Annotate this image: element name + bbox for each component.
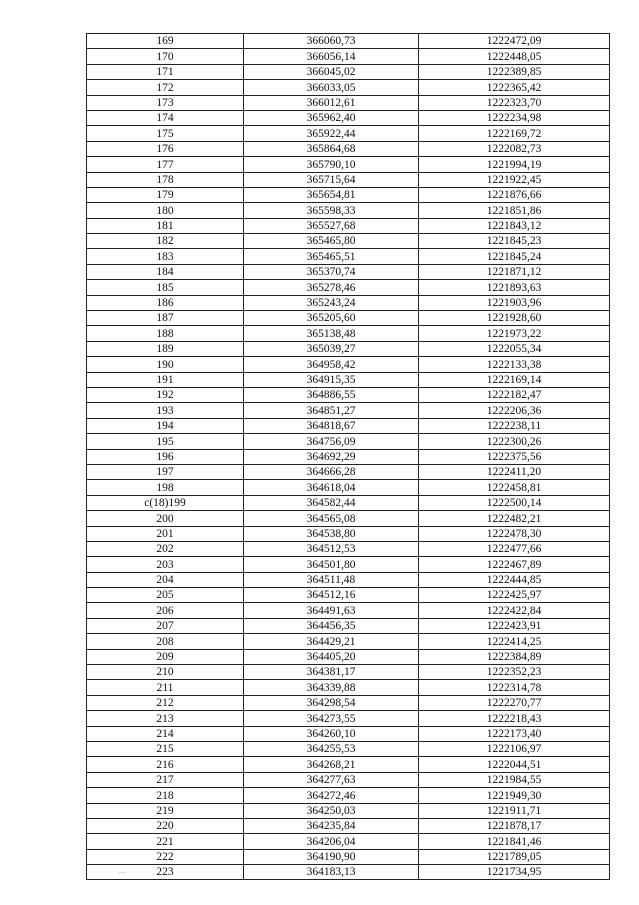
point-number-cell: 217	[87, 772, 244, 787]
y-coordinate-cell: 1221922,45	[419, 172, 610, 187]
x-coordinate-cell: 364818,67	[244, 418, 419, 433]
point-number-cell: 197	[87, 464, 244, 479]
table-row	[87, 788, 610, 803]
point-number-cell: 169	[87, 34, 244, 49]
table-row	[87, 634, 610, 649]
table-row	[87, 772, 610, 787]
x-coordinate-cell: 364958,42	[244, 357, 419, 372]
x-coordinate-cell: 364511,48	[244, 572, 419, 587]
table-row	[87, 464, 610, 479]
x-coordinate-cell: 364298,54	[244, 695, 419, 710]
y-coordinate-cell: 1222444,85	[419, 572, 610, 587]
point-number-cell: 219	[87, 803, 244, 818]
x-coordinate-cell: 364618,04	[244, 480, 419, 495]
x-coordinate-cell: 365654,81	[244, 187, 419, 202]
y-coordinate-cell: 1222055,34	[419, 341, 610, 356]
y-coordinate-cell: 1221789,05	[419, 849, 610, 864]
y-coordinate-cell: 1221973,22	[419, 326, 610, 341]
point-number-cell: 193	[87, 403, 244, 418]
point-number-cell: 187	[87, 311, 244, 326]
point-number-cell: 170	[87, 49, 244, 64]
x-coordinate-cell: 364915,35	[244, 372, 419, 387]
y-coordinate-cell: 1221845,24	[419, 249, 610, 264]
table-row	[87, 80, 610, 95]
x-coordinate-cell: 365864,68	[244, 141, 419, 156]
x-coordinate-cell: 364666,28	[244, 464, 419, 479]
table-row	[87, 157, 610, 172]
x-coordinate-cell: 365039,27	[244, 341, 419, 356]
point-number-cell: 174	[87, 110, 244, 125]
x-coordinate-cell: 365465,80	[244, 234, 419, 249]
table-row	[87, 218, 610, 233]
y-coordinate-cell: 1222365,42	[419, 80, 610, 95]
y-coordinate-cell: 1222472,09	[419, 34, 610, 49]
y-coordinate-cell: 1222300,26	[419, 434, 610, 449]
scan-artifact	[118, 872, 126, 873]
y-coordinate-cell: 1222234,98	[419, 110, 610, 125]
table-row	[87, 834, 610, 849]
table-row	[87, 264, 610, 279]
y-coordinate-cell: 1222238,11	[419, 418, 610, 433]
y-coordinate-cell: 1221928,60	[419, 311, 610, 326]
table-row	[87, 234, 610, 249]
y-coordinate-cell: 1221903,96	[419, 295, 610, 310]
table-row	[87, 557, 610, 572]
y-coordinate-cell: 1222169,14	[419, 372, 610, 387]
point-number-cell: 180	[87, 203, 244, 218]
table-row	[87, 434, 610, 449]
table-row	[87, 403, 610, 418]
table-row	[87, 418, 610, 433]
x-coordinate-cell: 366056,14	[244, 49, 419, 64]
x-coordinate-cell: 365527,68	[244, 218, 419, 233]
x-coordinate-cell: 365138,48	[244, 326, 419, 341]
y-coordinate-cell: 1222375,56	[419, 449, 610, 464]
y-coordinate-cell: 1221984,55	[419, 772, 610, 787]
table-row	[87, 311, 610, 326]
x-coordinate-cell: 364405,20	[244, 649, 419, 664]
y-coordinate-cell: 1222478,30	[419, 526, 610, 541]
y-coordinate-cell: 1222423,91	[419, 618, 610, 633]
x-coordinate-cell: 365598,33	[244, 203, 419, 218]
table-row	[87, 511, 610, 526]
table-row	[87, 280, 610, 295]
table-row	[87, 588, 610, 603]
point-number-cell: 191	[87, 372, 244, 387]
point-number-cell: 206	[87, 603, 244, 618]
table-row	[87, 64, 610, 79]
table-row	[87, 541, 610, 556]
table-row	[87, 95, 610, 110]
table-row	[87, 526, 610, 541]
y-coordinate-cell: 1222448,05	[419, 49, 610, 64]
y-coordinate-cell: 1221878,17	[419, 818, 610, 833]
point-number-cell: 173	[87, 95, 244, 110]
x-coordinate-cell: 366045,02	[244, 64, 419, 79]
point-number-cell: 184	[87, 264, 244, 279]
point-number-cell: 192	[87, 387, 244, 402]
y-coordinate-cell: 1222477,66	[419, 541, 610, 556]
x-coordinate-cell: 366012,61	[244, 95, 419, 110]
table-row	[87, 372, 610, 387]
table-row	[87, 649, 610, 664]
table-row	[87, 387, 610, 402]
x-coordinate-cell: 364512,53	[244, 541, 419, 556]
point-number-cell: 222	[87, 849, 244, 864]
point-number-cell: 214	[87, 726, 244, 741]
y-coordinate-cell: 1221994,19	[419, 157, 610, 172]
point-number-cell: 190	[87, 357, 244, 372]
point-number-cell: 183	[87, 249, 244, 264]
table-row	[87, 295, 610, 310]
point-number-cell: 213	[87, 711, 244, 726]
point-number-cell: 182	[87, 234, 244, 249]
table-row	[87, 495, 610, 510]
x-coordinate-cell: 364456,35	[244, 618, 419, 633]
x-coordinate-cell: 364183,13	[244, 865, 419, 880]
table-row	[87, 187, 610, 202]
table-row	[87, 126, 610, 141]
x-coordinate-cell: 364255,53	[244, 741, 419, 756]
x-coordinate-cell: 365922,44	[244, 126, 419, 141]
point-number-cell: 212	[87, 695, 244, 710]
point-number-cell: 181	[87, 218, 244, 233]
y-coordinate-cell: 1222082,73	[419, 141, 610, 156]
y-coordinate-cell: 1221841,46	[419, 834, 610, 849]
x-coordinate-cell: 364756,09	[244, 434, 419, 449]
y-coordinate-cell: 1222411,20	[419, 464, 610, 479]
point-number-cell: 210	[87, 665, 244, 680]
y-coordinate-cell: 1221893,63	[419, 280, 610, 295]
point-number-cell: 198	[87, 480, 244, 495]
table-row	[87, 249, 610, 264]
y-coordinate-cell: 1222133,38	[419, 357, 610, 372]
table-row	[87, 726, 610, 741]
point-number-cell: 204	[87, 572, 244, 587]
y-coordinate-cell: 1222044,51	[419, 757, 610, 772]
y-coordinate-cell: 1222206,36	[419, 403, 610, 418]
y-coordinate-cell: 1221871,12	[419, 264, 610, 279]
x-coordinate-cell: 365243,24	[244, 295, 419, 310]
point-number-cell: 207	[87, 618, 244, 633]
table-row	[87, 110, 610, 125]
y-coordinate-cell: 1222352,23	[419, 665, 610, 680]
table-row	[87, 665, 610, 680]
point-number-cell: 221	[87, 834, 244, 849]
y-coordinate-cell: 1221876,66	[419, 187, 610, 202]
point-number-cell: 196	[87, 449, 244, 464]
table-row	[87, 818, 610, 833]
point-number-cell: 172	[87, 80, 244, 95]
table-row	[87, 480, 610, 495]
coordinates-table	[86, 33, 610, 880]
x-coordinate-cell: 364692,29	[244, 449, 419, 464]
x-coordinate-cell: 364235,84	[244, 818, 419, 833]
y-coordinate-cell: 1222422,84	[419, 603, 610, 618]
table-row	[87, 849, 610, 864]
x-coordinate-cell: 365715,64	[244, 172, 419, 187]
y-coordinate-cell: 1222169,72	[419, 126, 610, 141]
y-coordinate-cell: 1222182,47	[419, 387, 610, 402]
point-number-cell: 202	[87, 541, 244, 556]
table-row	[87, 695, 610, 710]
x-coordinate-cell: 364381,17	[244, 665, 419, 680]
y-coordinate-cell: 1221911,71	[419, 803, 610, 818]
table-row	[87, 618, 610, 633]
x-coordinate-cell: 364851,27	[244, 403, 419, 418]
y-coordinate-cell: 1222482,21	[419, 511, 610, 526]
x-coordinate-cell: 365790,10	[244, 157, 419, 172]
y-coordinate-cell: 1222384,89	[419, 649, 610, 664]
table-row	[87, 49, 610, 64]
point-number-cell: 189	[87, 341, 244, 356]
coordinates-table-body	[87, 34, 610, 880]
y-coordinate-cell: 1221845,23	[419, 234, 610, 249]
y-coordinate-cell: 1222218,43	[419, 711, 610, 726]
point-number-cell: 215	[87, 741, 244, 756]
x-coordinate-cell: 365205,60	[244, 311, 419, 326]
point-number-cell: 186	[87, 295, 244, 310]
x-coordinate-cell: 365370,74	[244, 264, 419, 279]
x-coordinate-cell: 364272,46	[244, 788, 419, 803]
x-coordinate-cell: 364277,63	[244, 772, 419, 787]
y-coordinate-cell: 1222106,97	[419, 741, 610, 756]
x-coordinate-cell: 364339,88	[244, 680, 419, 695]
table-row	[87, 341, 610, 356]
x-coordinate-cell: 364886,55	[244, 387, 419, 402]
x-coordinate-cell: 364512,16	[244, 588, 419, 603]
y-coordinate-cell: 1222467,89	[419, 557, 610, 572]
point-number-cell: 176	[87, 141, 244, 156]
table-row	[87, 357, 610, 372]
y-coordinate-cell: 1222270,77	[419, 695, 610, 710]
x-coordinate-cell: 364268,21	[244, 757, 419, 772]
point-number-cell: 177	[87, 157, 244, 172]
table-row	[87, 741, 610, 756]
y-coordinate-cell: 1221949,30	[419, 788, 610, 803]
point-number-cell: 179	[87, 187, 244, 202]
x-coordinate-cell: 364501,80	[244, 557, 419, 572]
y-coordinate-cell: 1222314,78	[419, 680, 610, 695]
point-number-cell: 201	[87, 526, 244, 541]
x-coordinate-cell: 364190,90	[244, 849, 419, 864]
y-coordinate-cell: 1222173,40	[419, 726, 610, 741]
table-row	[87, 711, 610, 726]
x-coordinate-cell: 364250,03	[244, 803, 419, 818]
y-coordinate-cell: 1222389,85	[419, 64, 610, 79]
x-coordinate-cell: 364582,44	[244, 495, 419, 510]
table-row	[87, 141, 610, 156]
point-number-cell: 195	[87, 434, 244, 449]
y-coordinate-cell: 1221851,86	[419, 203, 610, 218]
table-row	[87, 572, 610, 587]
x-coordinate-cell: 365278,46	[244, 280, 419, 295]
x-coordinate-cell: 364491,63	[244, 603, 419, 618]
point-number-cell: 216	[87, 757, 244, 772]
table-row	[87, 203, 610, 218]
point-number-cell: 178	[87, 172, 244, 187]
y-coordinate-cell: 1222425,97	[419, 588, 610, 603]
point-number-cell: 188	[87, 326, 244, 341]
point-number-cell: 194	[87, 418, 244, 433]
y-coordinate-cell: 1221843,12	[419, 218, 610, 233]
table-row	[87, 449, 610, 464]
point-number-cell: 209	[87, 649, 244, 664]
x-coordinate-cell: 366033,05	[244, 80, 419, 95]
point-number-cell: 208	[87, 634, 244, 649]
x-coordinate-cell: 364206,04	[244, 834, 419, 849]
point-number-cell: c(18)199	[87, 495, 244, 510]
table-row	[87, 865, 610, 880]
x-coordinate-cell: 364273,55	[244, 711, 419, 726]
point-number-cell: 185	[87, 280, 244, 295]
x-coordinate-cell: 364565,08	[244, 511, 419, 526]
y-coordinate-cell: 1222414,25	[419, 634, 610, 649]
table-row	[87, 757, 610, 772]
x-coordinate-cell: 364260,10	[244, 726, 419, 741]
x-coordinate-cell: 365465,51	[244, 249, 419, 264]
point-number-cell: 220	[87, 818, 244, 833]
point-number-cell: 205	[87, 588, 244, 603]
point-number-cell: 203	[87, 557, 244, 572]
point-number-cell: 200	[87, 511, 244, 526]
x-coordinate-cell: 364538,80	[244, 526, 419, 541]
point-number-cell: 223	[87, 865, 244, 880]
table-row	[87, 172, 610, 187]
x-coordinate-cell: 364429,21	[244, 634, 419, 649]
point-number-cell: 211	[87, 680, 244, 695]
x-coordinate-cell: 366060,73	[244, 34, 419, 49]
y-coordinate-cell: 1222458,81	[419, 480, 610, 495]
point-number-cell: 171	[87, 64, 244, 79]
table-row	[87, 34, 610, 49]
table-row	[87, 680, 610, 695]
point-number-cell: 218	[87, 788, 244, 803]
x-coordinate-cell: 365962,40	[244, 110, 419, 125]
y-coordinate-cell: 1221734,95	[419, 865, 610, 880]
table-row	[87, 603, 610, 618]
y-coordinate-cell: 1222323,70	[419, 95, 610, 110]
table-row	[87, 803, 610, 818]
y-coordinate-cell: 1222500,14	[419, 495, 610, 510]
table-row	[87, 326, 610, 341]
point-number-cell: 175	[87, 126, 244, 141]
